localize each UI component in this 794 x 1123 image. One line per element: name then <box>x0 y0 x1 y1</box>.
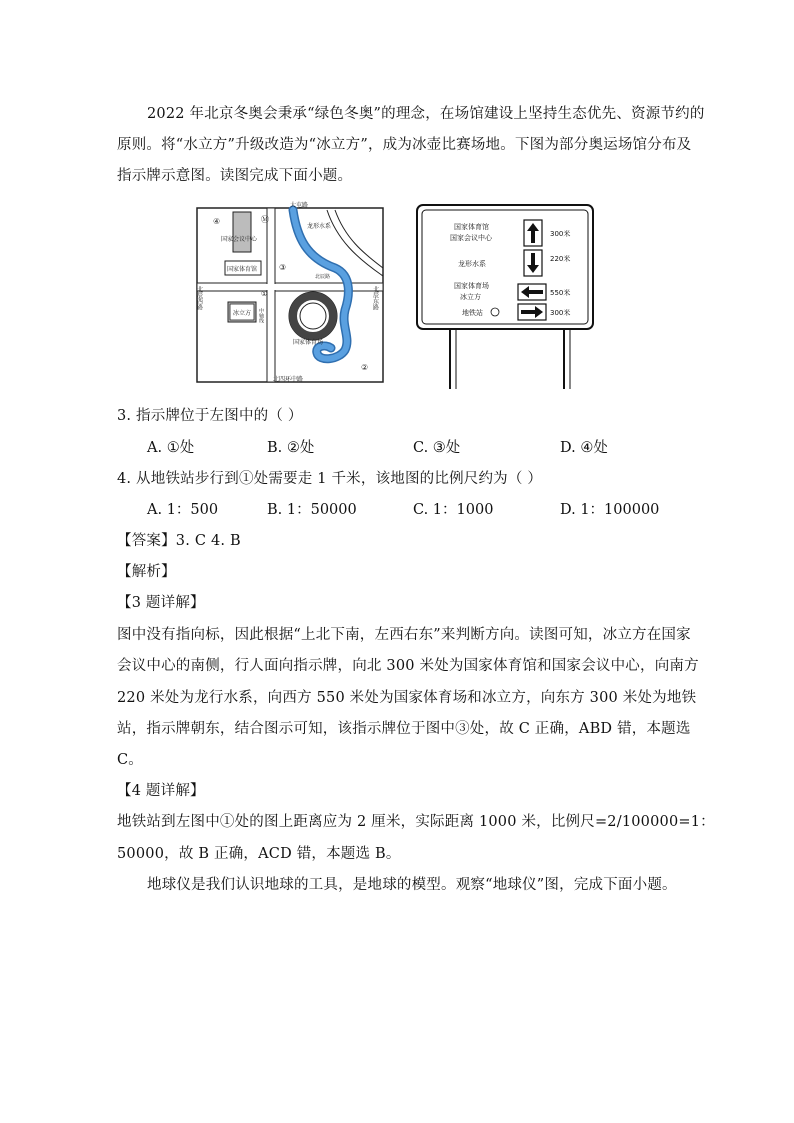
detail-3-heading: 【3 题详解】 <box>117 595 205 611</box>
detail-3-line-1: 图中没有指向标，因此根据“上北下南，左西右东”来判断方向。读图可知，冰立方在国家 <box>117 627 691 643</box>
map-mark-1: ① <box>261 290 268 298</box>
detail-3-line-4: 站，指示牌朝东，结合图示可知，该指示牌位于图中③处，故 C 正确，ABD 错，本题选 <box>117 721 691 737</box>
answer-line: 【答案】3. C 4. B <box>117 533 241 549</box>
detail-4-line-2: 50000，故 B 正确，ACD 错，本题选 B。 <box>117 846 401 862</box>
detail-3-line-5: C。 <box>117 752 143 768</box>
map-west-road: 北辰西路 <box>195 286 203 310</box>
question-3-option-a: A. ①处 <box>147 440 195 456</box>
arrow-right-icon <box>518 304 546 320</box>
sign-row1-line2: 国家会议中心 <box>450 234 492 242</box>
map-axis-road: 中轴线 <box>258 308 264 323</box>
detail-4-heading: 【4 题详解】 <box>117 783 205 799</box>
map-ice-cube: 冰立方 <box>233 310 252 317</box>
sign-dist-3: 550米 <box>550 289 571 297</box>
sign-row2: 龙形水系 <box>458 260 486 268</box>
sign-row3-line2: 冰立方 <box>460 293 481 301</box>
question-3-option-c: C. ③处 <box>413 440 461 456</box>
map-mark-2: ② <box>361 363 369 372</box>
direction-sign <box>416 203 596 389</box>
arrow-up-icon <box>524 220 542 246</box>
question-4-option-b: B. 1：50000 <box>267 502 357 518</box>
question-4-option-d: D. 1：100000 <box>560 502 660 518</box>
map-middle-road: 北辰路 <box>315 274 331 280</box>
question-4-option-c: C. 1：1000 <box>413 502 494 518</box>
map-gym: 国家体育馆 <box>227 266 258 273</box>
question-3-option-d: D. ④处 <box>560 440 608 456</box>
map-mark-4: ④ <box>213 217 221 226</box>
intro-line-3: 指示牌示意图。读图完成下面小题。 <box>117 168 353 184</box>
sign-row4: 地铁站 <box>462 309 483 317</box>
venue-map <box>195 198 385 384</box>
sign-dist-2: 220米 <box>550 255 571 263</box>
detail-3-line-3: 220 米处为龙行水系，向西方 550 米处为国家体育场和冰立方，向东方 300 米处为地铁 <box>117 690 697 706</box>
sign-dist-4: 300米 <box>550 309 571 317</box>
map-river-label: 龙形水系 <box>307 223 332 230</box>
map-south-road: 北四环中路 <box>273 376 304 383</box>
detail-4-line-1: 地铁站到左图中①处的图上距离应为 2 厘米，实际距离 1000 米，比例尺=2/100000=1： <box>117 814 715 830</box>
map-metro-icon: Ⓜ <box>261 215 269 224</box>
map-stadium: 国家体育场 <box>293 339 324 346</box>
map-north-road: 大屯路 <box>290 202 309 209</box>
analysis-heading: 【解析】 <box>117 564 176 580</box>
arrow-down-icon <box>524 250 542 276</box>
question-3-stem: 3. 指示牌位于左图中的（ ） <box>117 408 303 424</box>
map-mark-3: ③ <box>279 263 287 272</box>
intro-line-2: 原则。将“水立方”升级改造为“冰立方”，成为冰壶比赛场地。下图为部分奥运场馆分布及 <box>117 137 692 153</box>
question-4-stem: 4. 从地铁站步行到①处需要走 1 千米，该地图的比例尺约为（ ） <box>117 471 543 487</box>
map-convention: 国家会议中心 <box>221 236 258 243</box>
intro-line-1: 2022 年北京冬奥会秉承“绿色冬奥”的理念，在场馆建设上坚持生态优先、资源节约的 <box>147 106 705 122</box>
map-east-road: 北辰东路 <box>371 286 379 310</box>
next-question-intro: 地球仪是我们认识地球的工具，是地球的模型。观察“地球仪”图，完成下面小题。 <box>147 877 677 893</box>
detail-3-line-2: 会议中心的南侧，行人面向指示牌，向北 300 米处为国家体育馆和国家会议中心，向南方 <box>117 658 699 674</box>
sign-row1-line1: 国家体育馆 <box>454 223 489 231</box>
arrow-left-icon <box>518 284 546 300</box>
sign-row3-line1: 国家体育场 <box>454 282 489 290</box>
question-3-option-b: B. ②处 <box>267 440 315 456</box>
question-4-option-a: A. 1：500 <box>147 502 219 518</box>
sign-dist-1: 300米 <box>550 230 571 238</box>
